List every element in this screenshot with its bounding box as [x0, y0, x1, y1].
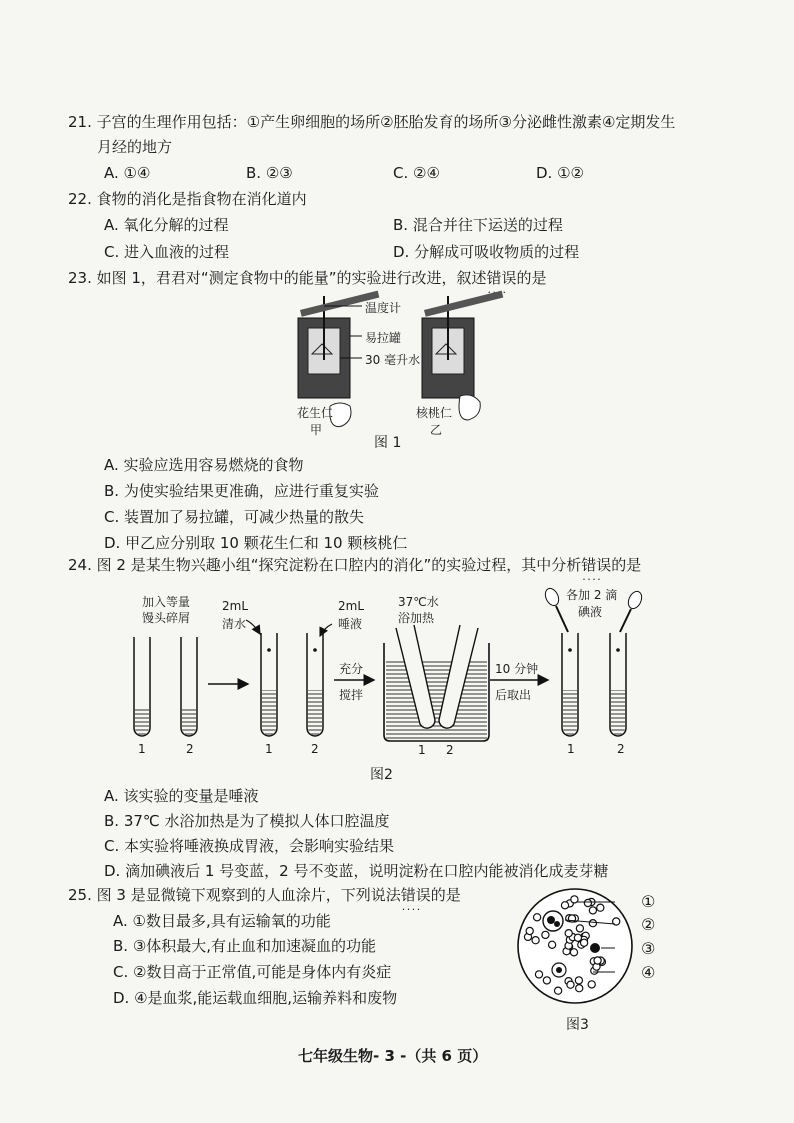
- q25-option-d: D. ④是血浆,能运载血细胞,运输养料和废物: [113, 989, 398, 1007]
- step1-tube-1: [134, 637, 150, 736]
- fig3-marker-3: ③: [641, 939, 656, 958]
- white-blood-cell: [543, 911, 563, 931]
- fig2-step1-line1: 加入等量: [142, 595, 191, 609]
- red-blood-cell: [567, 981, 574, 988]
- step4-tube2-number: 2: [617, 742, 625, 756]
- red-blood-cell: [575, 977, 582, 984]
- red-blood-cell: [571, 896, 578, 903]
- q25-stem-emphasis: 错误 · · · ·: [401, 885, 431, 905]
- fig2-time-line2: 后取出: [495, 688, 532, 702]
- fig2-caption: 图2: [370, 767, 393, 783]
- fig2-saliva-line1: 2mL: [338, 599, 365, 613]
- q23-option-b: B. 为使实验结果更准确，应进行重复实验: [104, 482, 379, 500]
- q23-option-c: C. 装置加了易拉罐，可减少热量的散失: [104, 508, 365, 526]
- fig1-caption: 图 1: [374, 435, 402, 451]
- q25-stem: [68, 885, 461, 905]
- saliva-add-arrow: [320, 624, 332, 636]
- water-add-arrow: [246, 620, 260, 634]
- red-blood-cell: [581, 939, 588, 946]
- q24-stem-emphasis: 错误 · · · ·: [581, 555, 611, 575]
- step2-tube-1: [261, 633, 277, 736]
- q22-option-d: D. 分解成可吸收物质的过程: [393, 243, 580, 261]
- step4-tube1-number: 1: [567, 742, 575, 756]
- fig1-label-can: 易拉罐: [365, 331, 402, 345]
- step1-tube1-number: 1: [138, 742, 146, 756]
- page-footer: 七年级生物- 3 -（共 6 页）: [298, 1047, 488, 1065]
- red-blood-cell: [534, 914, 541, 921]
- q21-option-b: B. ②③: [246, 164, 293, 182]
- q22-option-c: C. 进入血液的过程: [104, 243, 230, 261]
- red-blood-cell: [561, 902, 568, 909]
- step4-tube-1: [562, 633, 578, 736]
- q21-stem-line1: 21. 子宫的生理作用包括：①产生卵细胞的场所②胚胎发育的场所③分泌雌性激素④定期发生: [68, 113, 676, 131]
- fig3-marker-2: ②: [641, 915, 656, 934]
- fig2-saliva-line2: 唾液: [338, 617, 363, 631]
- red-blood-cell: [543, 977, 550, 984]
- fig2-time-line1: 10 分钟: [495, 662, 539, 676]
- step2-tube-2: [307, 633, 323, 736]
- fig3-marker-4: ④: [641, 963, 656, 982]
- q23-stem-prefix: 23. 如图 1，君君对“测定食物中的能量”的实验进行改进，叙述: [68, 269, 487, 287]
- q22-option-a: A. 氧化分解的过程: [104, 216, 229, 234]
- figure-3-blood-smear: [515, 886, 635, 1006]
- q24-option-a: A. 该实验的变量是唾液: [104, 787, 259, 805]
- step3-tube2-number: 2: [446, 743, 454, 757]
- q22-option-b: B. 混合并往下运送的过程: [393, 216, 563, 234]
- red-blood-cell: [597, 904, 604, 911]
- microscope-field: [518, 889, 632, 1003]
- red-blood-cell: [594, 957, 601, 964]
- fig2-iodine-line2: 碘液: [578, 605, 603, 619]
- fig1-label-thermometer: 温度计: [365, 301, 402, 315]
- q25-option-c: C. ②数目高于正常值,可能是身体内有炎症: [113, 963, 392, 981]
- fig1-label-water: 30 毫升水: [365, 353, 421, 367]
- fig1-left-food: 花生仁: [297, 406, 334, 420]
- water-bath-beaker: [384, 625, 489, 741]
- fig2-water-line1: 2mL: [222, 599, 249, 613]
- red-blood-cell: [555, 987, 562, 994]
- platelet-cluster: [590, 943, 600, 953]
- red-blood-cell: [576, 985, 583, 992]
- fig1-left-name: 甲: [310, 423, 323, 437]
- q23-stem-suffix: 的是: [516, 269, 547, 287]
- fig2-stir-line2: 搅拌: [339, 688, 364, 702]
- fig2-step1-line2: 馒头碎屑: [142, 611, 191, 625]
- red-blood-cell: [565, 930, 572, 937]
- dropper-2: [620, 589, 644, 632]
- step1-tube2-number: 2: [186, 742, 194, 756]
- red-blood-cell: [589, 920, 596, 927]
- q23-option-d: D. 甲乙应分别取 10 颗花生仁和 10 颗核桃仁: [104, 534, 408, 552]
- red-blood-cell: [584, 899, 591, 906]
- step1-tube-2: [181, 637, 197, 736]
- red-blood-cell: [532, 937, 539, 944]
- fig3-caption: 图3: [566, 1017, 589, 1033]
- red-blood-cell: [576, 925, 583, 932]
- q25-stem-suffix: 的是: [430, 886, 461, 904]
- red-blood-cell: [535, 971, 542, 978]
- red-blood-cell: [588, 981, 595, 988]
- fig2-iodine-line1: 各加 2 滴: [566, 588, 618, 602]
- fig2-stir-line1: 充分: [339, 662, 364, 676]
- q21-option-c: C. ②④: [393, 164, 440, 182]
- q24-option-d: D. 滴加碘液后 1 号变蓝，2 号不变蓝，说明淀粉在口腔内能被消化成麦芽糖: [104, 862, 609, 880]
- dropper-1: [543, 586, 568, 632]
- red-blood-cell: [549, 941, 556, 948]
- q25-option-a: A. ①数目最多,具有运输氧的功能: [113, 912, 331, 930]
- fig1-right-food: 核桃仁: [416, 406, 453, 420]
- fig1-right-name: 乙: [430, 423, 443, 437]
- red-blood-cell: [526, 927, 533, 934]
- q25-option-b: B. ③体积最大,有止血和加速凝血的功能: [113, 937, 377, 955]
- q24-stem-suffix: 的是: [611, 556, 642, 574]
- q25-stem-prefix: 25. 图 3 是显微镜下观察到的人血涂片，下列说法: [68, 886, 401, 904]
- fig2-bath-line2: 浴加热: [398, 611, 435, 625]
- q24-option-b: B. 37℃ 水浴加热是为了模拟人体口腔温度: [104, 812, 390, 830]
- q24-option-c: C. 本实验将唾液换成胃液，会影响实验结果: [104, 837, 395, 855]
- red-blood-cell: [542, 931, 549, 938]
- q24-stem-prefix: 24. 图 2 是某生物兴趣小组“探究淀粉在口腔内的消化”的实验过程，其中分析: [68, 556, 582, 574]
- q21-option-a: A. ①④: [104, 164, 151, 182]
- fig2-bath-line1: 37℃水: [398, 595, 439, 609]
- fig3-marker-1: ①: [641, 892, 656, 911]
- step4-tube-2: [610, 633, 626, 736]
- white-blood-cell-small: [552, 963, 566, 977]
- red-blood-cell: [589, 907, 596, 914]
- q21-stem-line2: 月经的地方: [97, 138, 173, 156]
- q23-option-a: A. 实验应选用容易燃烧的食物: [104, 456, 304, 474]
- fig2-water-line2: 清水: [222, 617, 247, 631]
- q21-option-d: D. ①②: [536, 164, 584, 182]
- step2-tube1-number: 1: [265, 742, 273, 756]
- q23-stem-emphasis: 错误 · · · ·: [486, 268, 516, 288]
- q22-stem: 22. 食物的消化是指食物在消化道内: [68, 190, 307, 208]
- step3-tube1-number: 1: [418, 743, 426, 757]
- red-blood-cell: [574, 934, 581, 941]
- step2-tube2-number: 2: [311, 742, 319, 756]
